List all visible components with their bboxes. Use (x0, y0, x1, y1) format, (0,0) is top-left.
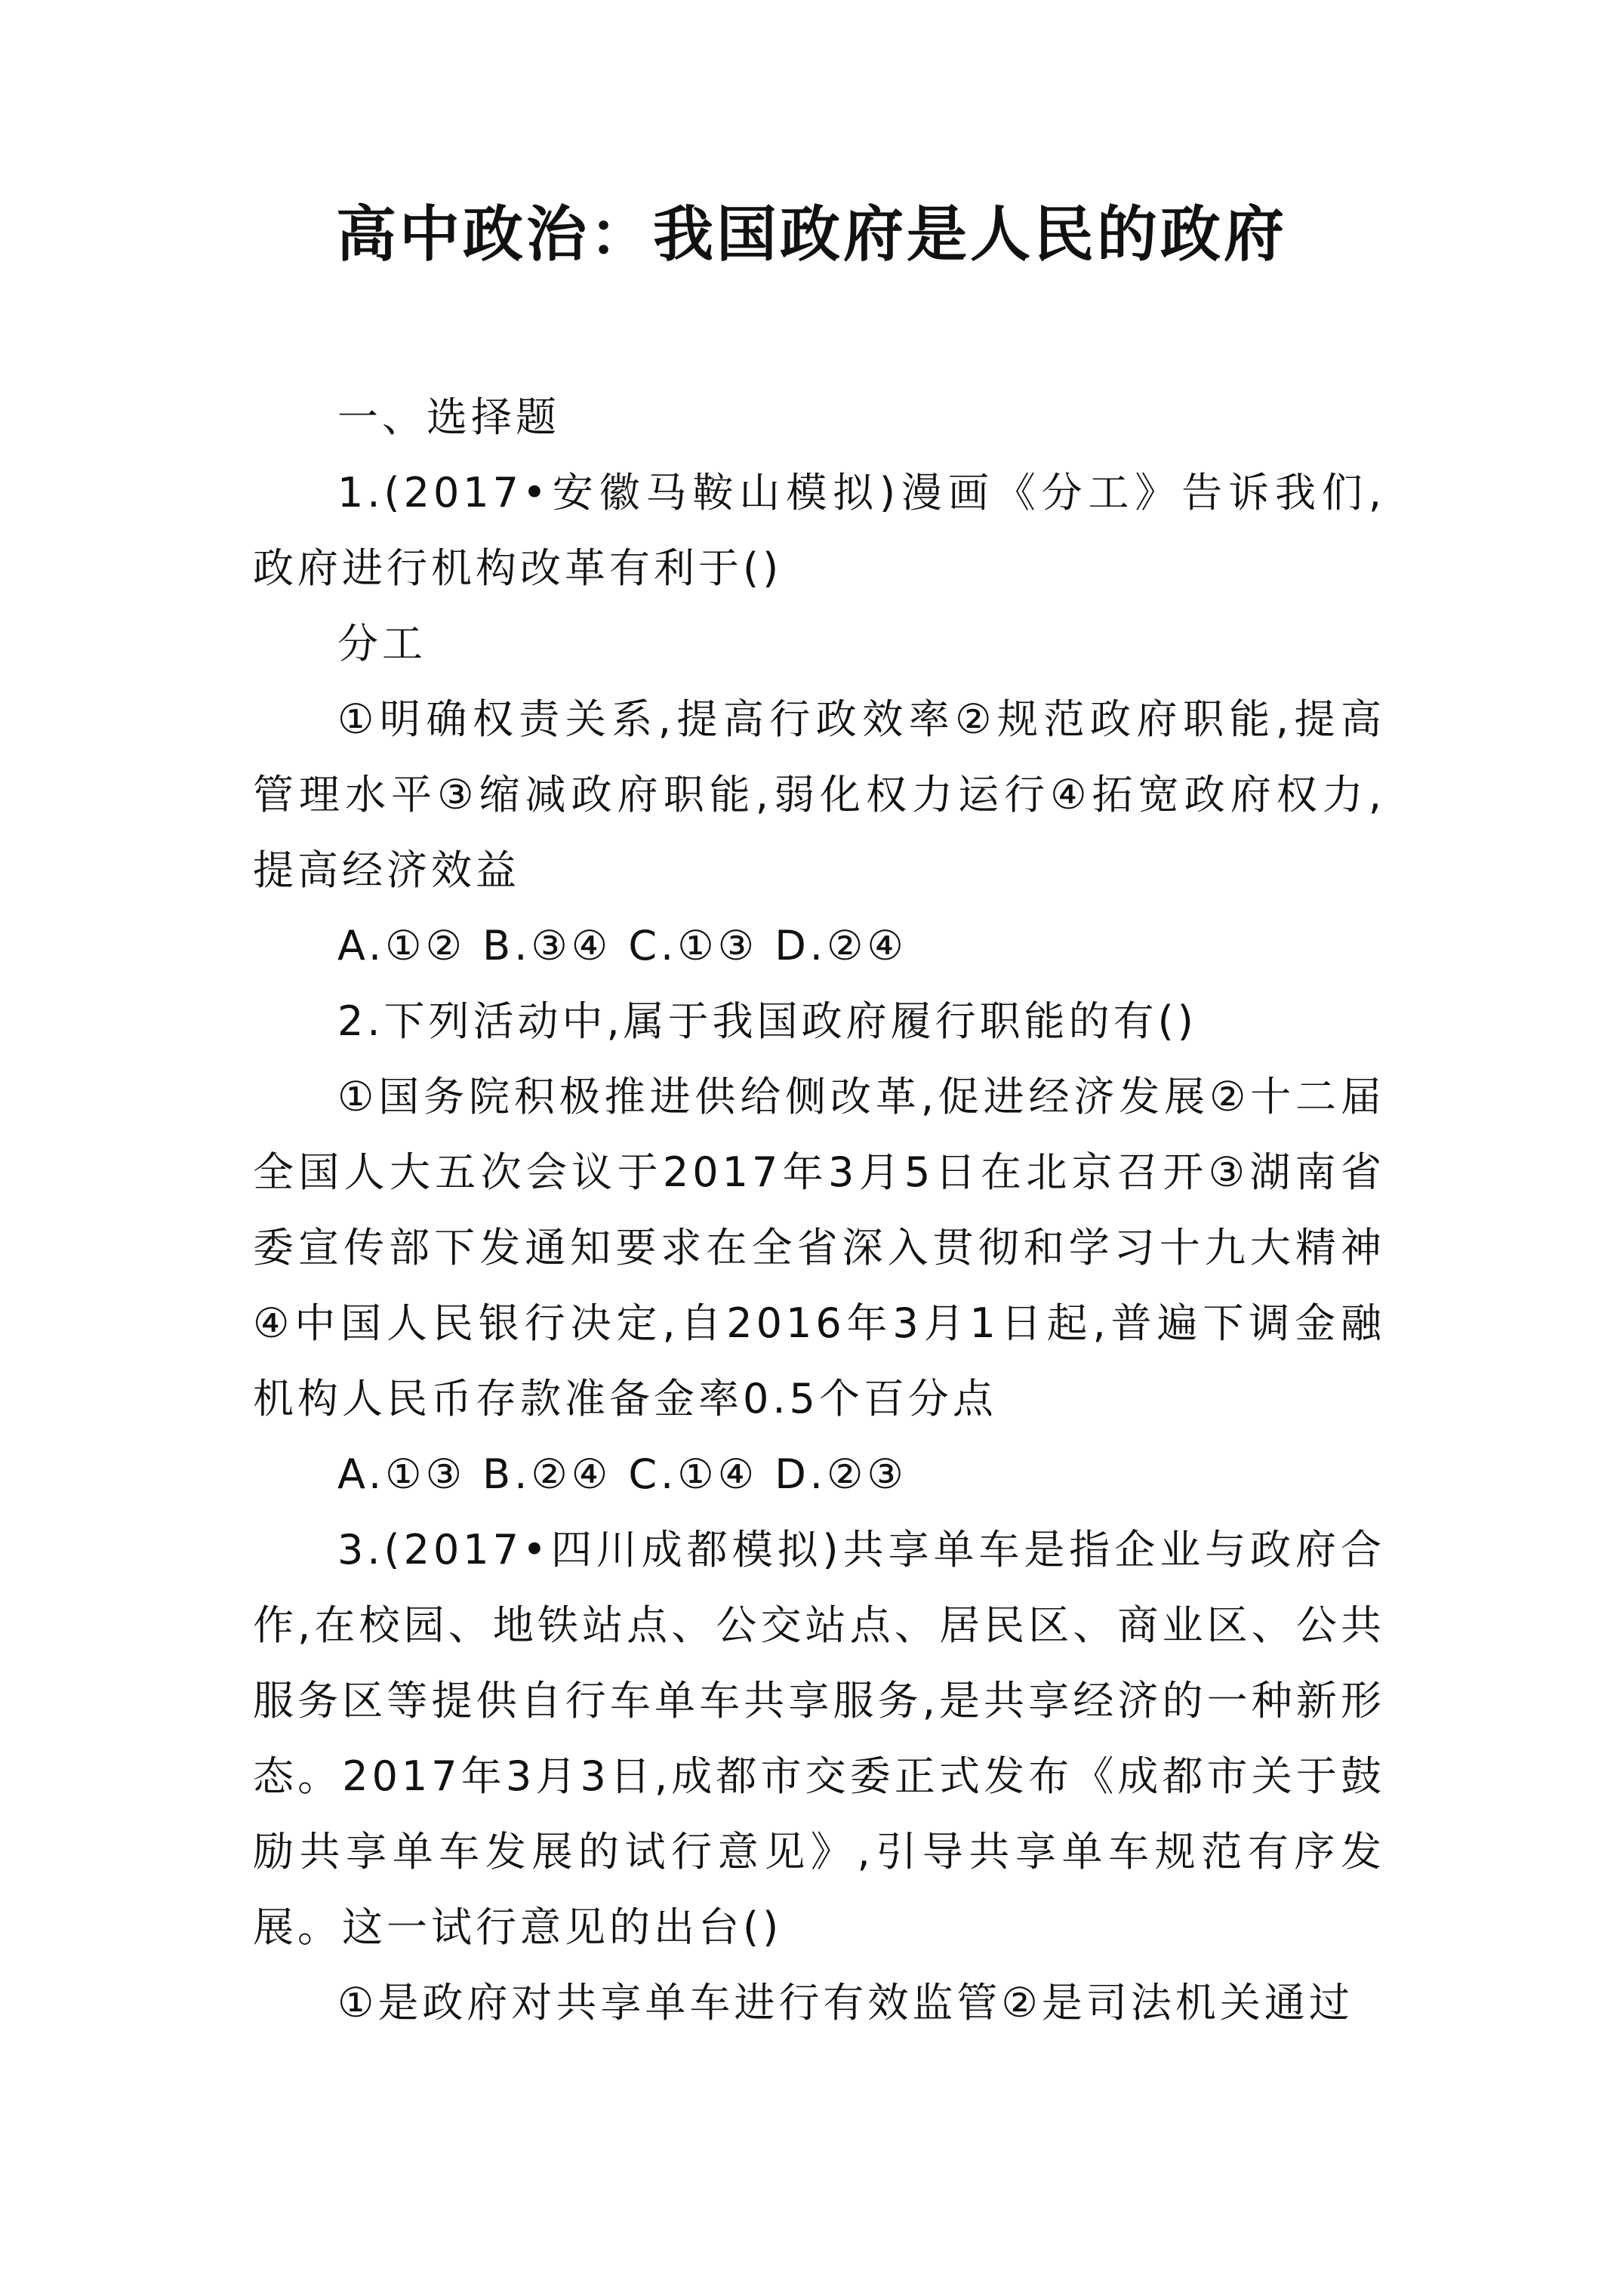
document-body (253, 380, 1385, 2041)
question-3-stem: 3.(2017•四川成都模拟)共享单车是指企业与政府合作,在校园、地铁站点、公交站点、居民区、商业区、公共服务区等提供自行车单车共享服务,是共享经济的一种新形态。2017年3月3日,成都市交委正式发布《成都市关于鼓励共享单车发展的试行意见》,引导共享单车规范有序发展。这一试行意见的出台() (253, 1526, 1385, 1951)
question-1-options: A.①② B.③④ C.①③ D.②④ (337, 922, 907, 969)
question-2-stem: 2.下列活动中,属于我国政府履行职能的有() (337, 997, 1197, 1045)
question-2-statements: ①国务院积极推进供给侧改革,促进经济发展②十二届全国人大五次会议于2017年3月5日在北京召开③湖南省委宣传部下发通知要求在全省深入贯彻和学习十九大精神④中国人民银行决定,自2016年3月1日起,普遍下调金融机构人民币存款准备金率0.5个百分点 (253, 1073, 1386, 1422)
question-1-cartoon-caption: 分工 (337, 620, 427, 667)
document-title: 高中政治：我国政府是人民的政府 (336, 199, 1287, 270)
question-1-statements: ①明确权责关系,提高行政效率②规范政府职能,提高管理水平③缩减政府职能,弱化权力运行④拓宽政府权力,提高经济效益 (253, 695, 1385, 894)
question-1-stem: 1.(2017•安徽马鞍山模拟)漫画《分工》告诉我们,政府进行机构改革有利于() (253, 469, 1385, 592)
question-3-statements: ①是政府对共享单车进行有效监管②是司法机关通过 (337, 1979, 1354, 2026)
section-heading: 一、选择题 (337, 393, 560, 441)
question-2-options: A.①③ B.②④ C.①④ D.②③ (337, 1450, 907, 1498)
